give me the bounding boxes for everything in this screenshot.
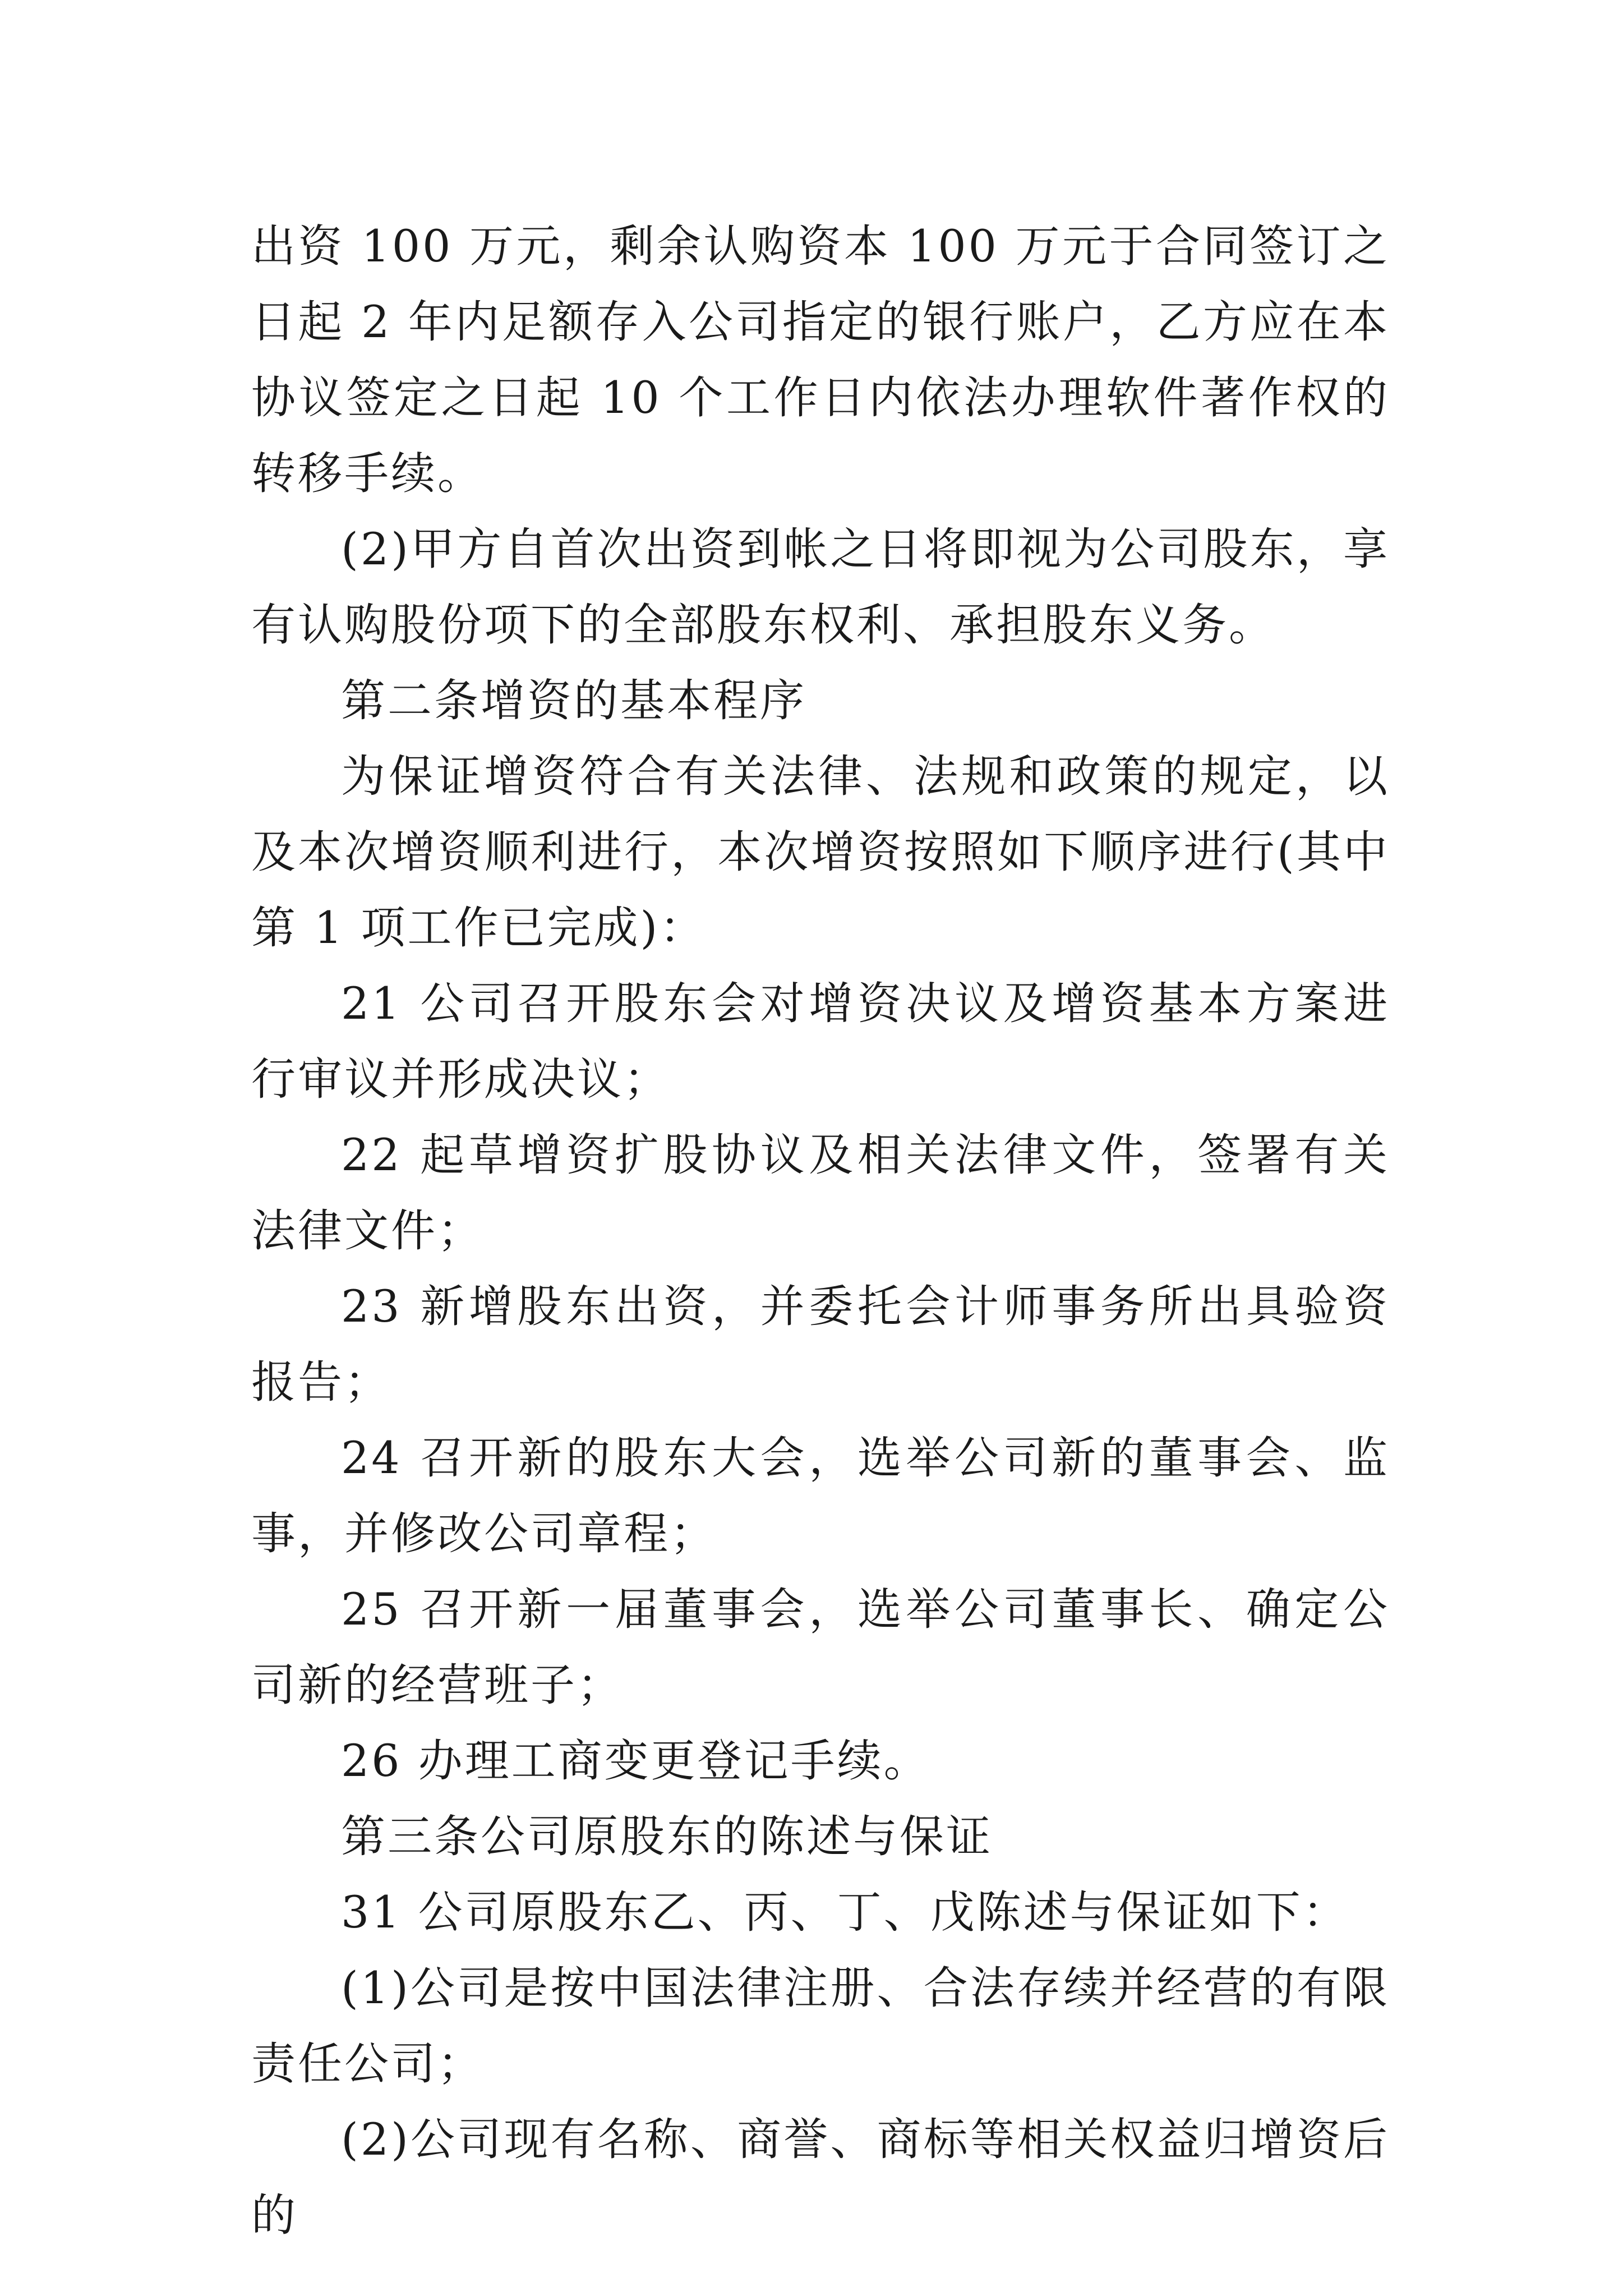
heading-article-2: 第二条增资的基本程序 — [341, 675, 806, 726]
list-item-3-1: 31 公司原股东乙、丙、丁、戊陈述与保证如下： — [341, 1887, 1349, 1938]
list-item-3-1-2: (2)公司现有名称、商誉、商标等相关权益归增资后的 — [251, 2114, 1390, 2241]
list-item-2-1: 21 公司召开股东会对增资决议及增资基本方案进行审议并形成决议； — [251, 978, 1390, 1105]
paragraph-procedure-intro: 为保证增资符合有关法律、法规和政策的规定，以及本次增资顺利进行，本次增资按照如下顺序进行(其中第 1 项工作已完成)： — [251, 751, 1390, 954]
list-item-3-1-1: (1)公司是按中国法律注册、合法存续并经营的有限责任公司； — [251, 1962, 1390, 2090]
list-item-2-6: 26 办理工商变更登记手续。 — [341, 1735, 930, 1787]
list-item-2-5: 25 召开新一届董事会，选举公司董事长、确定公司新的经营班子； — [251, 1584, 1390, 1711]
paragraph-shareholder-status: (2)甲方自首次出资到帐之日将即视为公司股东，享有认购股份项下的全部股东权利、承担股东义务。 — [251, 523, 1390, 651]
heading-article-3: 第三条公司原股东的陈述与保证 — [341, 1811, 993, 1862]
document-body — [251, 209, 1390, 2253]
list-item-2-3: 23 新增股东出资，并委托会计师事务所出具验资报告； — [251, 1281, 1390, 1408]
paragraph-capital-contribution: 出资 100 万元，剩余认购资本 100 万元于合同签订之日起 2 年内足额存入公司指定的银行账户，乙方应在本协议签定之日起 10 个工作日内依法办理软件著作权的转移手续。 — [251, 220, 1390, 499]
list-item-2-2: 22 起草增资扩股协议及相关法律文件，签署有关法律文件； — [251, 1129, 1390, 1257]
list-item-2-4: 24 召开新的股东大会，选举公司新的董事会、监事，并修改公司章程； — [251, 1432, 1390, 1559]
